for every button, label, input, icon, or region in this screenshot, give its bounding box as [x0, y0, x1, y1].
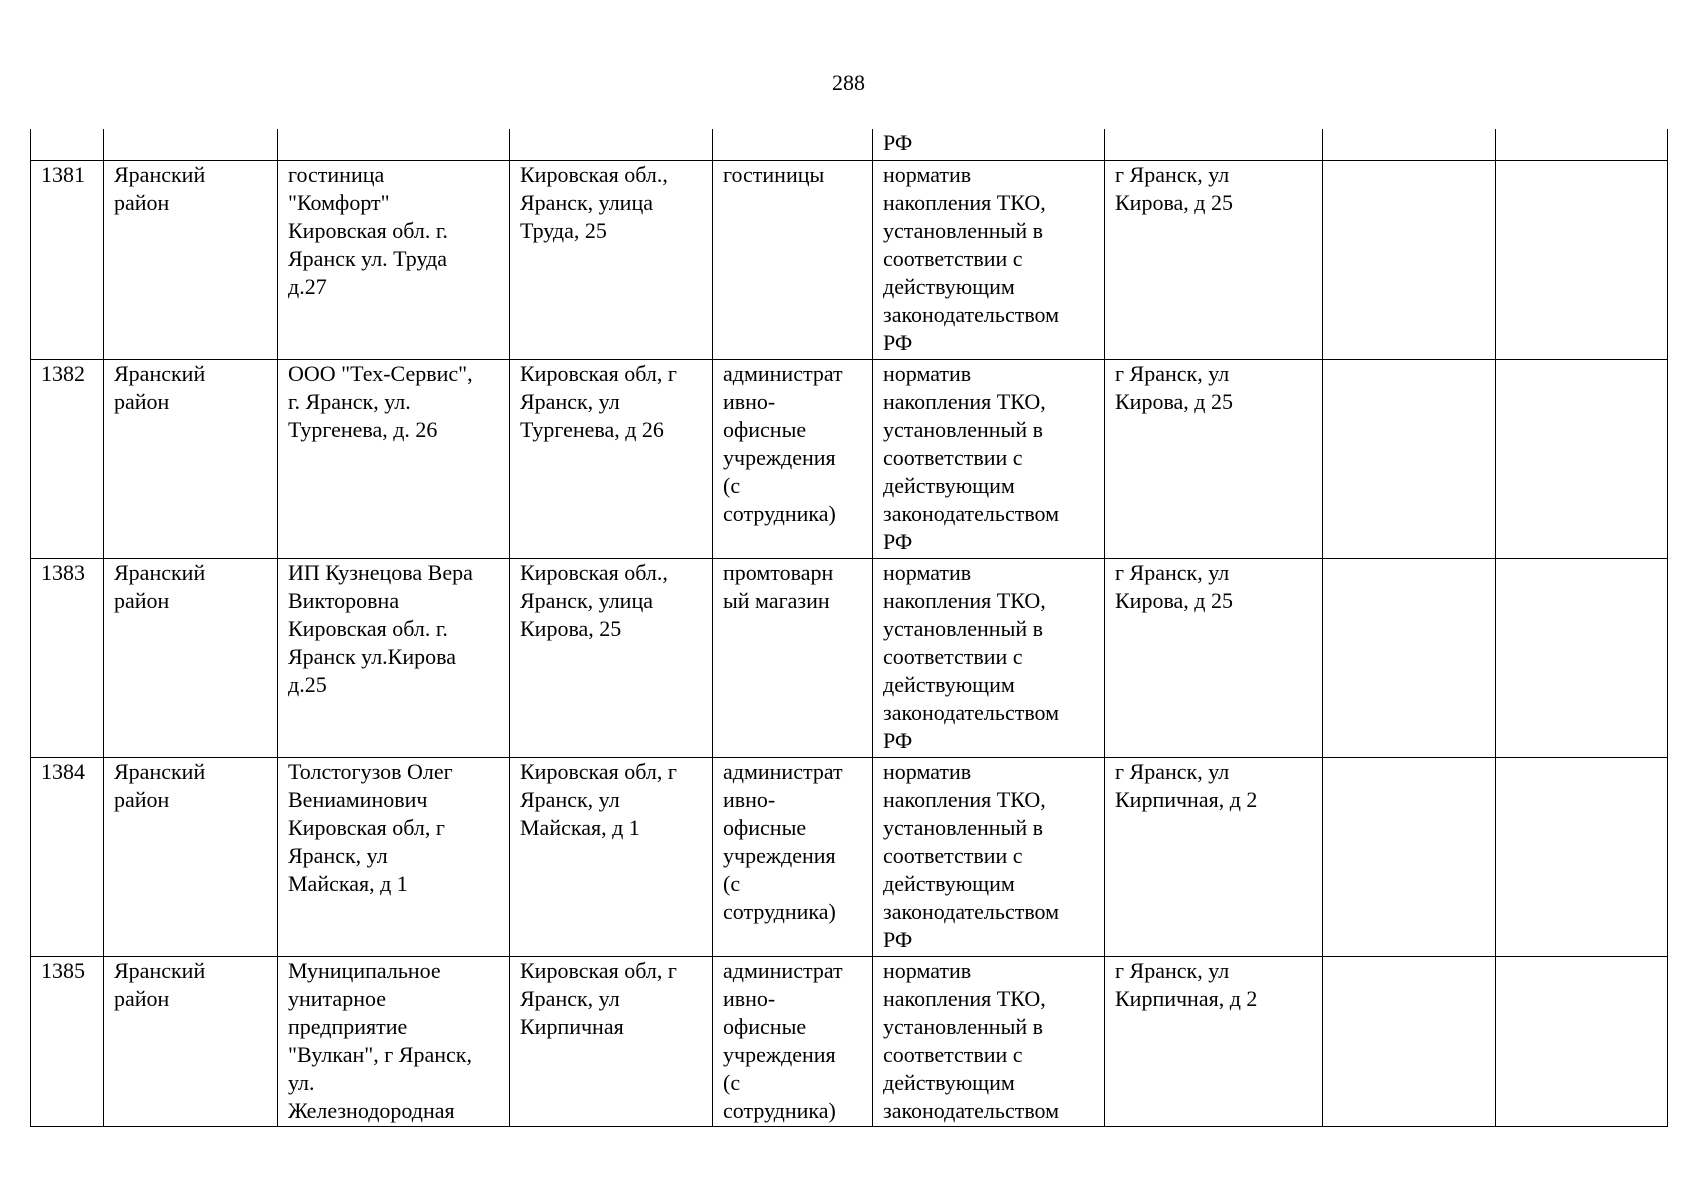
cell-extra-2 — [1496, 160, 1668, 359]
cell-method: норматив накопления ТКО, установленный в соответствии с действующим законодательством РФ — [873, 359, 1105, 558]
cell-extra-1 — [1323, 160, 1496, 359]
cell-name — [278, 129, 510, 160]
cell-site: г Яранск, ул Кирова, д 25 — [1105, 160, 1323, 359]
cell-extra-1 — [1323, 129, 1496, 160]
cell-district: Яранский район — [104, 956, 278, 1126]
cell-address: Кировская обл, г Яранск, ул Тургенева, д 26 — [510, 359, 713, 558]
cell-method: норматив накопления ТКО, установленный в соответствии с действующим законодательством РФ — [873, 757, 1105, 956]
cell-category: администрат ивно- офисные учреждения (с сотрудника) — [713, 757, 873, 956]
waste-sources-table — [30, 129, 1668, 1127]
cell-method: норматив накопления ТКО, установленный в соответствии с действующим законодательством РФ — [873, 160, 1105, 359]
table-row-continuation — [31, 129, 1668, 160]
cell-site: г Яранск, ул Кирова, д 25 — [1105, 359, 1323, 558]
cell-category: гостиницы — [713, 160, 873, 359]
cell-address: Кировская обл., Яранск, улица Кирова, 25 — [510, 558, 713, 757]
table-row — [31, 359, 1668, 558]
cell-num: 1381 — [31, 160, 104, 359]
cell-address: Кировская обл, г Яранск, ул Кирпичная — [510, 956, 713, 1126]
cell-extra-2 — [1496, 129, 1668, 160]
cell-extra-2 — [1496, 956, 1668, 1126]
cell-extra-2 — [1496, 359, 1668, 558]
cell-name: ИП Кузнецова Вера Викторовна Кировская обл. г. Яранск ул.Кирова д.25 — [278, 558, 510, 757]
cell-extra-1 — [1323, 956, 1496, 1126]
cell-name: ООО "Тех-Сервис", г. Яранск, ул. Тургенева, д. 26 — [278, 359, 510, 558]
cell-num: 1383 — [31, 558, 104, 757]
cell-district — [104, 129, 278, 160]
cell-site: г Яранск, ул Кирпичная, д 2 — [1105, 956, 1323, 1126]
cell-extra-2 — [1496, 757, 1668, 956]
table-row — [31, 160, 1668, 359]
cell-district: Яранский район — [104, 757, 278, 956]
cell-address: Кировская обл, г Яранск, ул Майская, д 1 — [510, 757, 713, 956]
cell-district: Яранский район — [104, 359, 278, 558]
cell-extra-1 — [1323, 757, 1496, 956]
cell-category — [713, 129, 873, 160]
cell-address — [510, 129, 713, 160]
cell-num: 1382 — [31, 359, 104, 558]
cell-extra-1 — [1323, 359, 1496, 558]
table-row — [31, 558, 1668, 757]
table-row — [31, 757, 1668, 956]
cell-category: администрат ивно- офисные учреждения (с сотрудника) — [713, 359, 873, 558]
cell-name: гостиница "Комфорт" Кировская обл. г. Яранск ул. Труда д.27 — [278, 160, 510, 359]
cell-extra-1 — [1323, 558, 1496, 757]
cell-district: Яранский район — [104, 160, 278, 359]
cell-site: г Яранск, ул Кирова, д 25 — [1105, 558, 1323, 757]
cell-category: промтоварн ый магазин — [713, 558, 873, 757]
cell-district: Яранский район — [104, 558, 278, 757]
cell-method: норматив накопления ТКО, установленный в соответствии с действующим законодательством — [873, 956, 1105, 1126]
table-row — [31, 956, 1668, 1126]
cell-name: Толстогузов Олег Вениаминович Кировская обл, г Яранск, ул Майская, д 1 — [278, 757, 510, 956]
cell-name: Муниципальное унитарное предприятие "Вулкан", г Яранск, ул. Железнодородная — [278, 956, 510, 1126]
cell-address: Кировская обл., Яранск, улица Труда, 25 — [510, 160, 713, 359]
cell-num: 1384 — [31, 757, 104, 956]
cell-method: РФ — [873, 129, 1105, 160]
cell-num — [31, 129, 104, 160]
cell-site — [1105, 129, 1323, 160]
page-number: 288 — [832, 70, 865, 95]
cell-extra-2 — [1496, 558, 1668, 757]
cell-num: 1385 — [31, 956, 104, 1126]
cell-method: норматив накопления ТКО, установленный в соответствии с действующим законодательством РФ — [873, 558, 1105, 757]
cell-site: г Яранск, ул Кирпичная, д 2 — [1105, 757, 1323, 956]
cell-category: администрат ивно- офисные учреждения (с сотрудника) — [713, 956, 873, 1126]
